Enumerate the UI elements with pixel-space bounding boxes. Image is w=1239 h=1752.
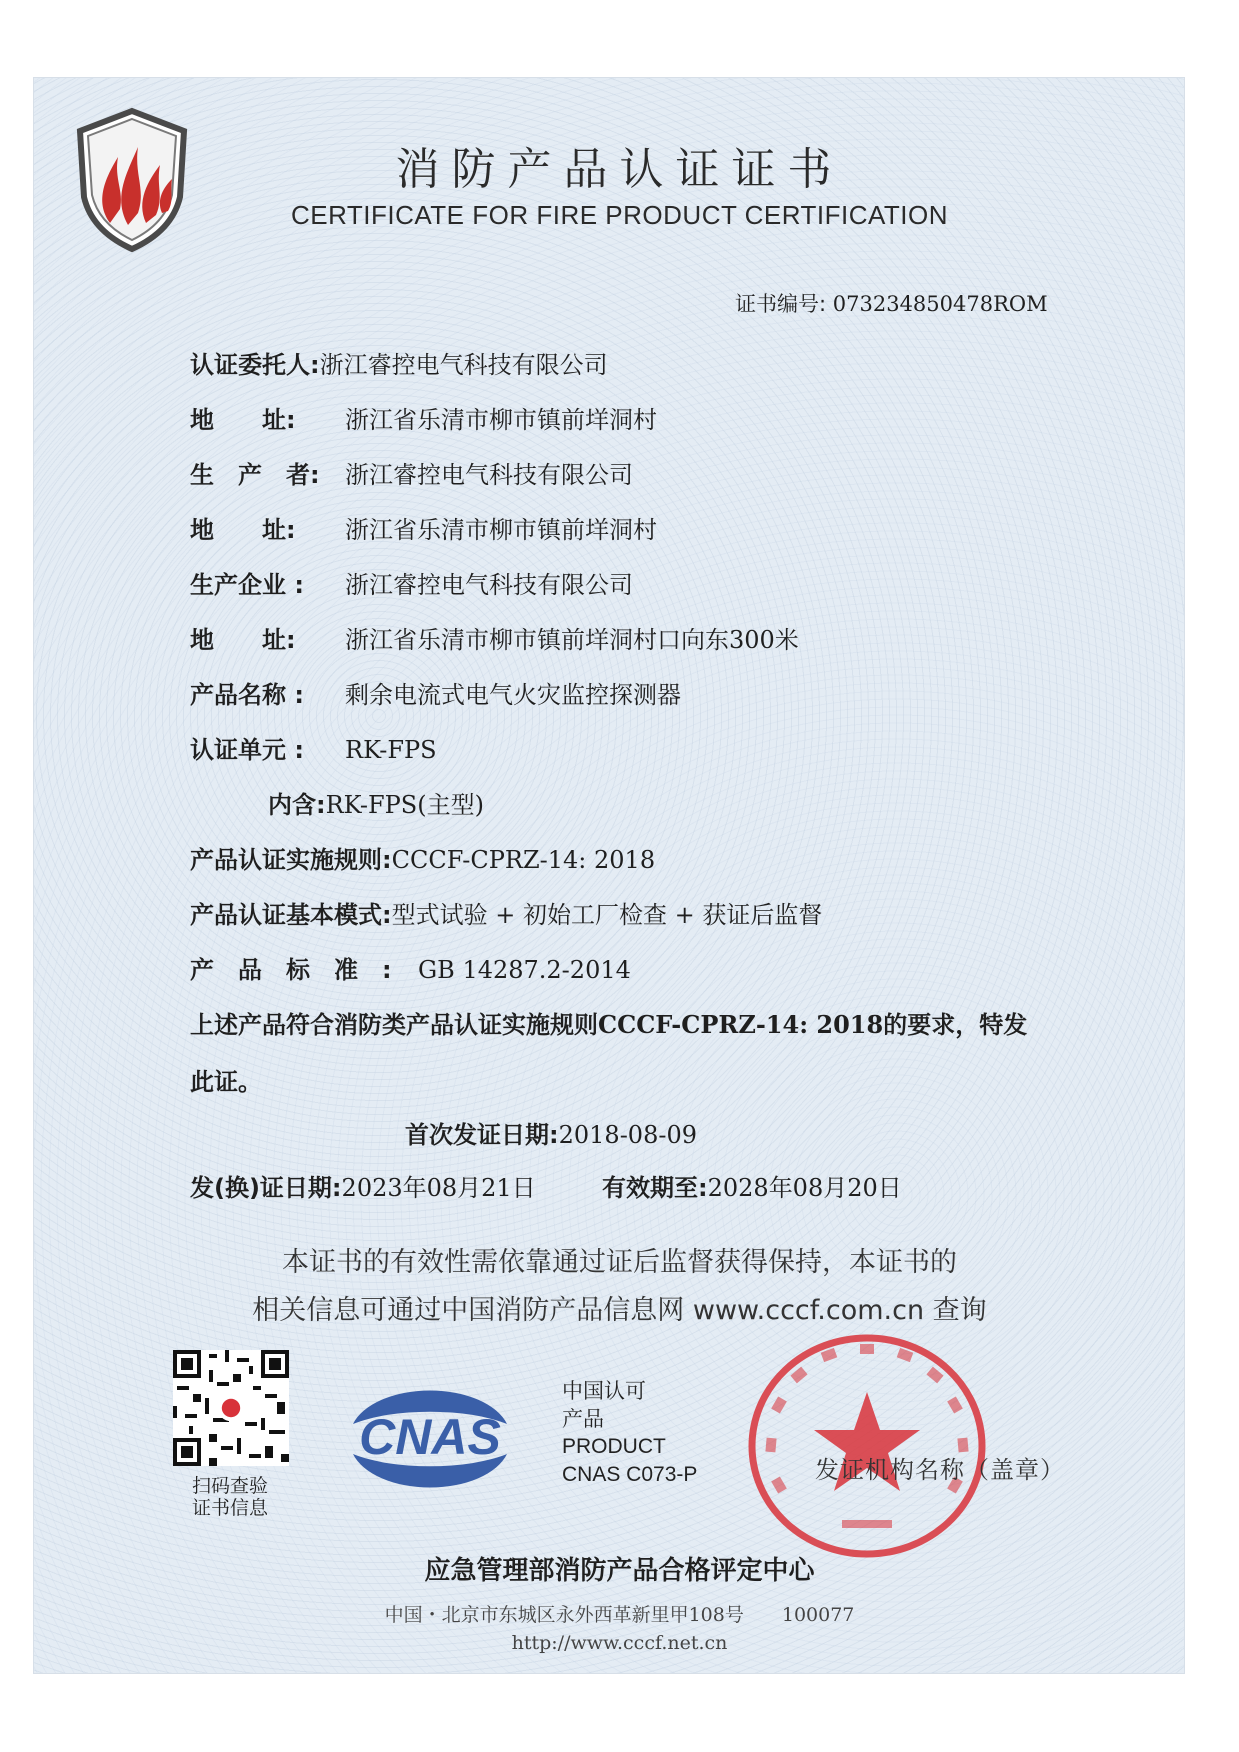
field-label: 地 址:: [190, 516, 296, 544]
qr-caption-line1: 扫码查验: [191, 1475, 268, 1497]
organization-address: 中国・北京市东城区永外西革新里甲108号 100077: [384, 1604, 855, 1626]
field-client: [190, 345, 608, 380]
qr-code[interactable]: [173, 1350, 289, 1466]
first-issue-date-value: 2018-08-09: [558, 1121, 697, 1149]
field-contains: [268, 785, 484, 820]
field-label: 生 产 者:: [190, 461, 320, 489]
cnas-line4: CNAS C073-P: [562, 1463, 698, 1486]
field-value: 型式试验 + 初始工厂检查 + 获证后监督: [391, 901, 823, 929]
valid-until-value: 2028年08月20日: [707, 1174, 902, 1202]
official-seal-icon: [742, 1330, 992, 1562]
certificate-number-value: 073234850478ROM: [832, 292, 1048, 316]
field-product-standard: [190, 950, 631, 985]
cnas-line1: 中国认可: [562, 1379, 646, 1403]
field-value: GB 14287.2-2014: [418, 956, 631, 984]
field-factory-address: [190, 620, 799, 655]
first-issue-date: [405, 1115, 697, 1150]
field-label: 地 址:: [190, 626, 296, 654]
cnas-logo-icon: [335, 1372, 525, 1502]
field-value: RK-FPS(主型): [325, 791, 484, 819]
valid-until: [602, 1168, 902, 1203]
cnas-logo-text: CNAS: [359, 1409, 501, 1465]
qr-caption: [160, 1475, 300, 1519]
validity-notice-line2: 相关信息可通过中国消防产品信息网 www.cccf.com.cn 查询: [252, 1295, 987, 1326]
cnas-line2: 产品: [562, 1407, 604, 1431]
valid-until-label: 有效期至:: [602, 1174, 708, 1202]
field-value: 浙江省乐清市柳市镇前垟洞村: [345, 406, 657, 434]
field-certification-unit: [190, 730, 437, 765]
field-label: 认证委托人:: [190, 351, 320, 379]
conformity-statement-line2: 此证。: [190, 1067, 262, 1096]
field-label: 认证单元 :: [190, 736, 304, 764]
field-label: 产品认证实施规则:: [190, 846, 392, 874]
field-manufacturer-address: [190, 510, 657, 545]
field-implementation-rule: [190, 840, 655, 875]
field-value: 浙江睿控电气科技有限公司: [345, 571, 633, 599]
field-label: 产 品 标 准 :: [190, 956, 392, 984]
seal-caption: 发证机构名称（盖章）: [815, 1456, 1065, 1484]
field-client-address: [190, 400, 657, 435]
field-label: 内含:: [268, 791, 326, 819]
certificate-number: [735, 288, 1048, 318]
field-value: 浙江省乐清市柳市镇前垟洞村: [345, 516, 657, 544]
issue-date: [190, 1168, 536, 1203]
certificate-title-cn: 消防产品认证证书: [395, 144, 844, 195]
field-value: CCCF-CPRZ-14: 2018: [391, 846, 656, 874]
field-label: 产品名称 :: [190, 681, 304, 709]
validity-notice-line1: 本证书的有效性需依靠通过证后监督获得保持，本证书的: [282, 1247, 957, 1278]
field-label: 地 址:: [190, 406, 296, 434]
certificate-title-en: CERTIFICATE FOR FIRE PRODUCT CERTIFICATION: [290, 200, 949, 230]
conformity-statement-line1: 上述产品符合消防类产品认证实施规则CCCF-CPRZ-14: 2018的要求，特发: [190, 1010, 1028, 1039]
field-certification-mode: [190, 895, 822, 930]
field-value: 浙江省乐清市柳市镇前垟洞村口向东300米: [345, 626, 799, 654]
field-value: RK-FPS: [345, 736, 437, 764]
first-issue-date-label: 首次发证日期:: [405, 1121, 559, 1149]
field-value: 浙江睿控电气科技有限公司: [345, 461, 633, 489]
issue-date-value: 2023年08月21日: [341, 1174, 536, 1202]
cnas-accreditation-text: [562, 1377, 697, 1489]
field-factory: [190, 565, 633, 600]
certificate-number-label: 证书编号:: [735, 292, 827, 316]
field-value: 剩余电流式电气火灾监控探测器: [345, 681, 681, 709]
field-label: 生产企业 :: [190, 571, 304, 599]
cnas-line3: PRODUCT: [562, 1435, 666, 1458]
organization-website-link[interactable]: http://www.cccf.net.cn: [511, 1632, 728, 1654]
issue-date-label: 发(换)证日期:: [190, 1174, 342, 1202]
field-product-name: [190, 675, 681, 710]
qr-caption-line2: 证书信息: [191, 1497, 268, 1519]
field-manufacturer: [190, 455, 633, 490]
field-value: 浙江睿控电气科技有限公司: [319, 351, 608, 379]
field-label: 产品认证基本模式:: [190, 901, 392, 929]
issuing-organization: 应急管理部消防产品合格评定中心: [424, 1556, 815, 1586]
